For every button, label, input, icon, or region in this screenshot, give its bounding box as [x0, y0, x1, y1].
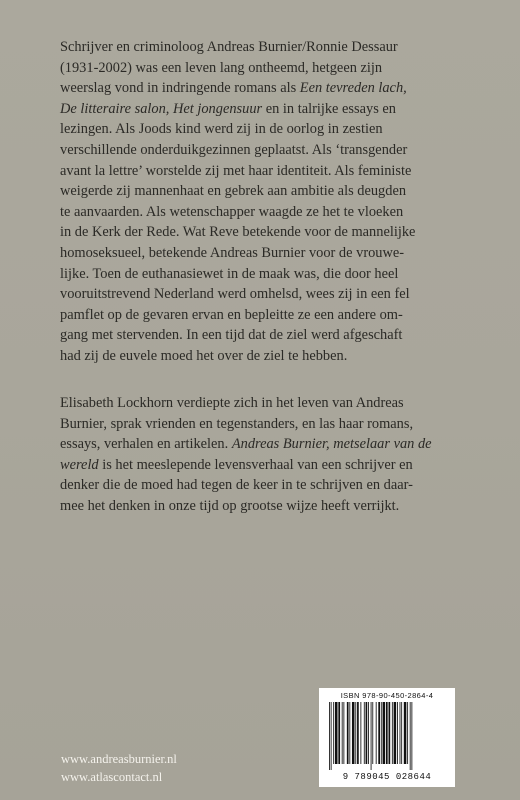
ean-digits: 9 789045 028644	[342, 772, 432, 782]
website-link-andreasburnier[interactable]: www.andreasburnier.nl	[61, 752, 177, 766]
text-line	[60, 99, 478, 120]
text-line	[60, 434, 478, 455]
barcode-bar	[407, 702, 408, 764]
barcode-bar	[368, 702, 369, 764]
text-line	[60, 455, 478, 476]
text-line: denker die de moed had tegen de keer in te schrijven en daar-	[60, 477, 413, 494]
barcode-bars	[327, 702, 447, 770]
text-line: te aanvaarden. Als wetenschapper waagde ze het te vloeken	[60, 203, 404, 220]
website-link-atlascontact[interactable]: www.atlascontact.nl	[61, 770, 163, 784]
barcode-bar	[397, 702, 398, 764]
text-line: avant la lettre’ worstelde zij met haar identiteit. Als feministe	[60, 162, 412, 179]
italic-book-title: Een tevreden lach,	[299, 80, 407, 97]
italic-book-title: De litteraire salon, Het jongensuur	[60, 100, 263, 117]
text-line: lezingen. Als Joods kind werd zij in de oorlog in zestien	[60, 121, 383, 138]
barcode-bar	[400, 702, 401, 764]
text-segment: en in talrijke essays en	[262, 100, 396, 117]
barcode-bar	[411, 702, 412, 770]
footer-links	[61, 750, 177, 786]
barcode-bar	[378, 702, 380, 764]
barcode-bar	[343, 702, 344, 764]
book-blurb-paragraph	[60, 393, 478, 517]
barcode-bar	[389, 702, 391, 764]
text-line: weigerde zij mannenhaat en gebrek aan ambitie als deugden	[60, 183, 407, 200]
barcode-bar	[381, 702, 382, 764]
barcode-bar	[347, 702, 349, 764]
italic-book-title: wereld	[60, 456, 99, 473]
italic-book-title: Andreas Burnier, metselaar van de	[231, 436, 432, 453]
barcode-bar	[386, 702, 388, 764]
barcode-bar	[352, 702, 355, 764]
author-blurb-paragraph	[60, 37, 478, 367]
barcode-bar	[404, 702, 407, 764]
barcode-bar	[401, 702, 402, 764]
barcode-bar	[360, 702, 361, 764]
text-segment: weerslag vond in indringende romans als	[60, 80, 300, 97]
text-line: Burnier, sprak vrienden en tegenstanders, en las haar romans,	[60, 415, 414, 432]
barcode-bar	[342, 702, 343, 764]
isbn-barcode	[319, 688, 455, 787]
text-line: Elisabeth Lockhorn verdiepte zich in het leven van Andreas	[60, 395, 404, 411]
text-line: homoseksueel, betekende Andreas Burnier voor de vrouwe-	[60, 244, 405, 261]
barcode-bar	[338, 702, 340, 764]
barcode-bar	[333, 702, 334, 764]
text-segment: essays, verhalen en artikelen.	[60, 436, 232, 453]
barcode-bar	[364, 702, 365, 764]
barcode-bar	[357, 702, 359, 764]
barcode-bar	[335, 702, 338, 764]
barcode-bar	[410, 702, 411, 770]
text-line: pamflet op de gevaren ervan en bepleitte ze een andere om-	[60, 306, 403, 323]
barcode-bar	[349, 702, 350, 764]
isbn-label: ISBN 978-90-450-2864-4	[340, 691, 434, 700]
barcode-bar	[383, 702, 386, 764]
text-line: had zij de euvele moed het over de ziel te hebben.	[60, 347, 348, 364]
barcode-bar	[392, 702, 393, 764]
text-line: (1931-2002) was een leven lang ontheemd, hetgeen zijn	[60, 59, 383, 76]
text-line: verschillende onderduikgezinnen geplaatst. Als ‘transgender	[60, 141, 408, 158]
barcode-bar	[371, 702, 372, 770]
barcode-bar	[355, 702, 356, 764]
text-segment: is het meeslepende levensverhaal van een schrijver en	[98, 456, 413, 473]
text-line: mee het denken in onze tijd op grootse wijze heeft verrijkt.	[60, 497, 400, 514]
text-line: gang met stervenden. In een tijd dat de ziel werd afgeschaft	[60, 327, 403, 344]
barcode-bar	[376, 702, 377, 764]
barcode-bar	[394, 702, 397, 764]
barcode-bar	[366, 702, 368, 764]
text-line: vooruitstrevend Nederland werd omhelsd, wees zij in een fel	[60, 286, 410, 303]
text-line: in de Kerk der Rede. Wat Reve betekende voor de mannelijke	[60, 224, 416, 241]
barcode-bar	[372, 702, 373, 764]
barcode-bar	[331, 702, 332, 770]
text-line	[60, 78, 478, 99]
text-line: Schrijver en criminoloog Andreas Burnier/Ronnie Dessaur	[60, 39, 398, 55]
text-line: lijke. Toen de euthanasiewet in de maak was, die door heel	[60, 265, 399, 282]
barcode-bar	[329, 702, 330, 770]
